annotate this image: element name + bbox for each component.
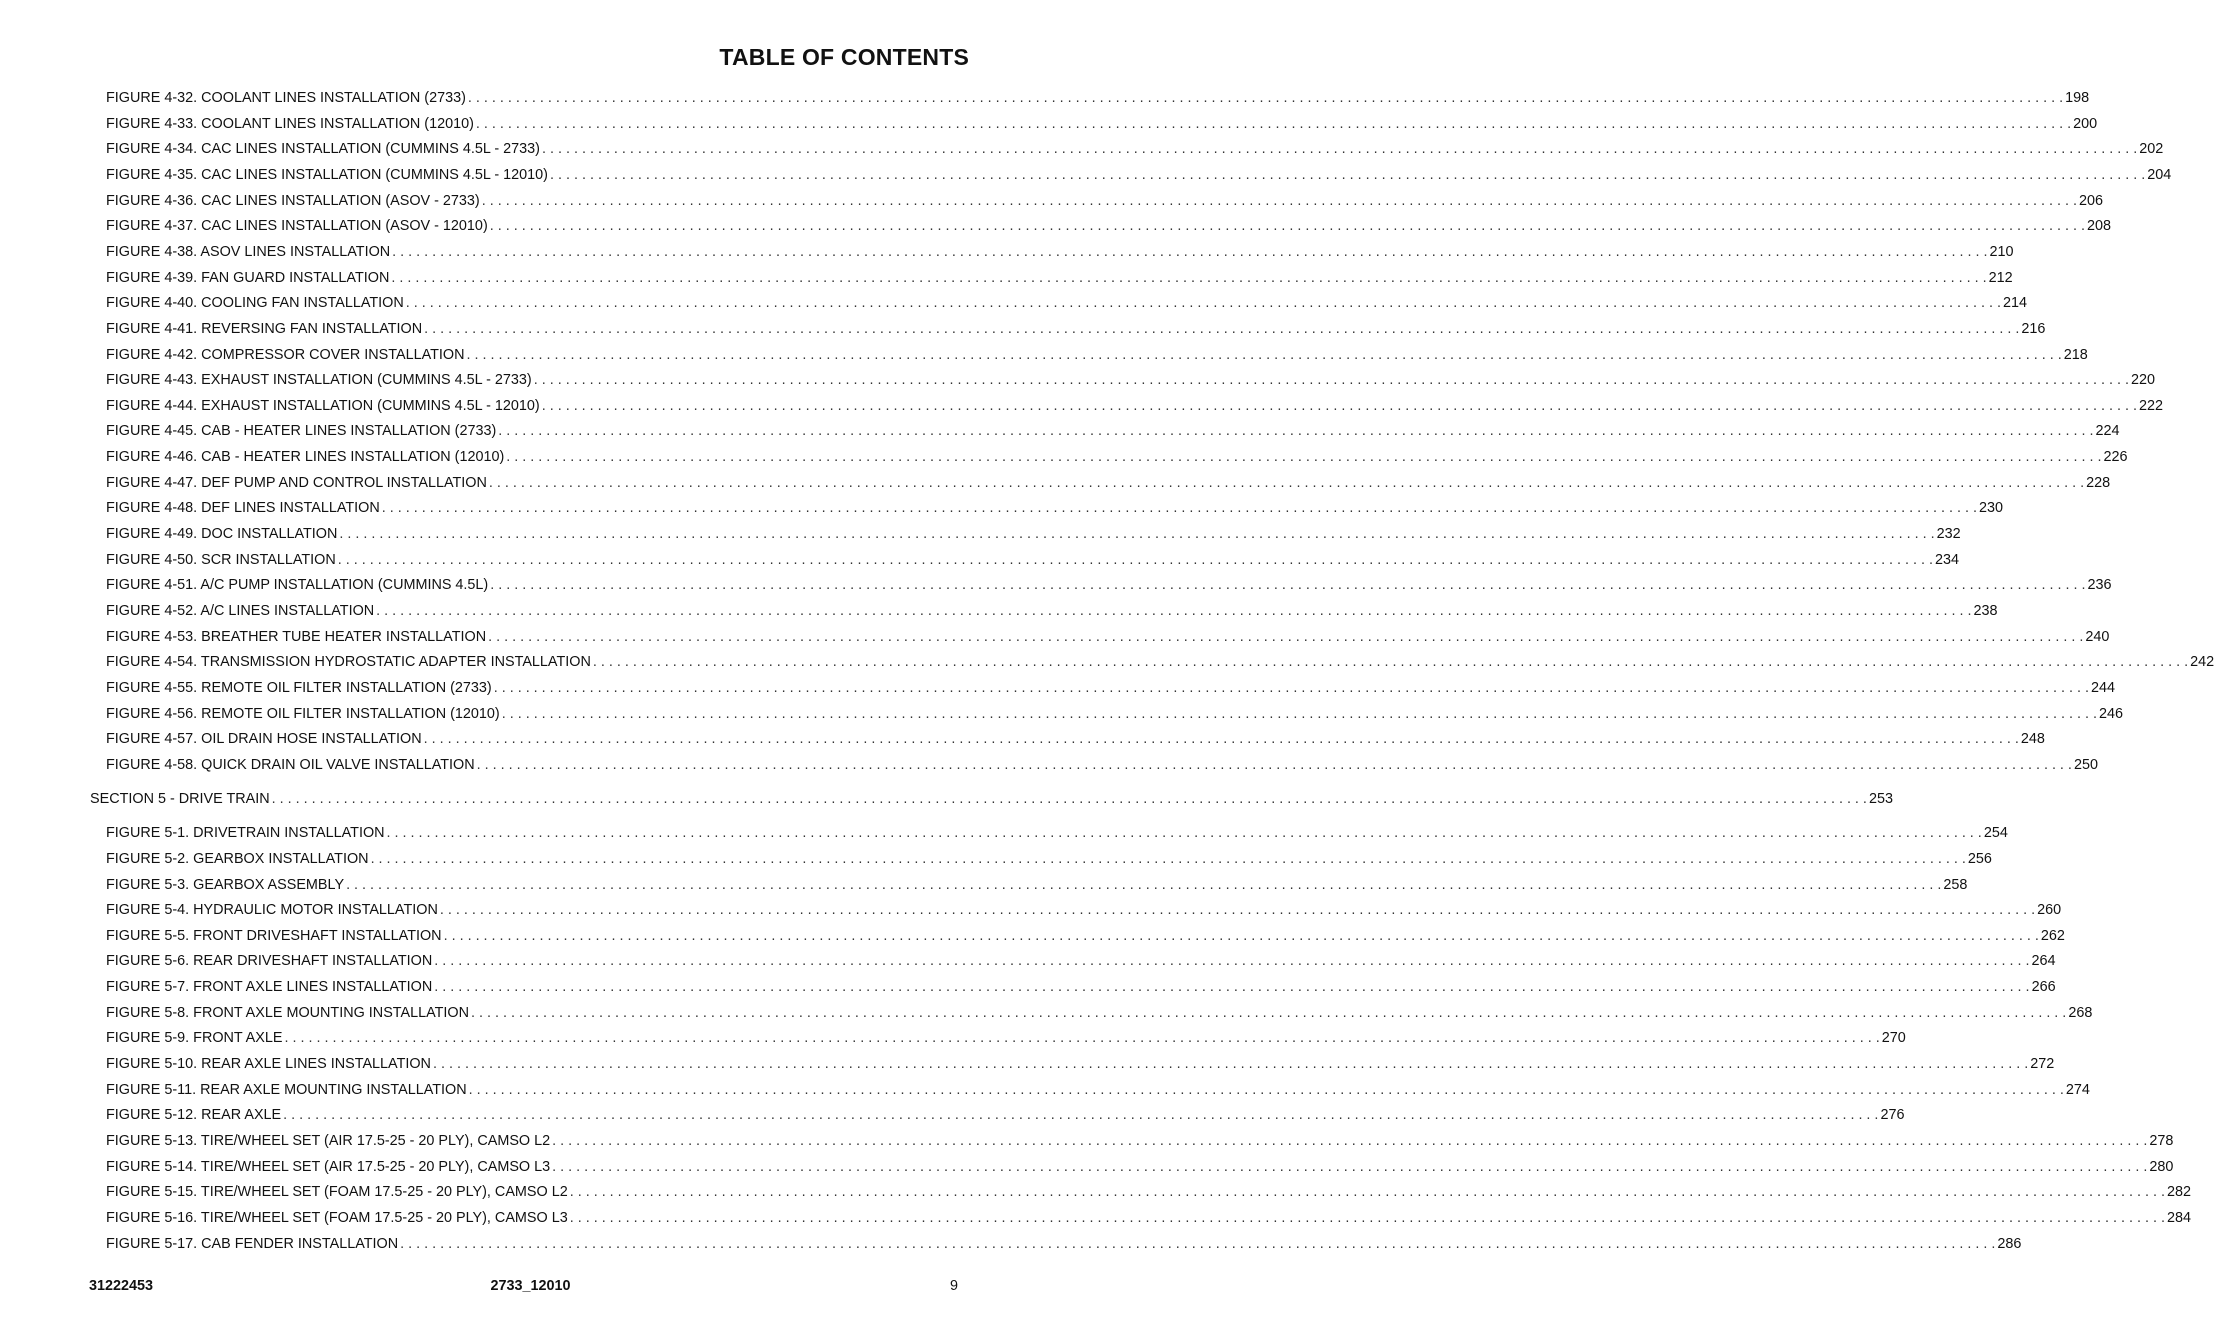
toc-dot-leader: . . . . . . . . . . . . . . . . . . . . . . . . . . . . . . . . . . . . . . . . . . . . . . . . . . . . . . . . . . . . . . . . . . . . . . . . . . . . . . . . . . . . . . . . . . . . . . . . . . . . . . . . . . . . . . . . . . . . . . . . . . . . . . . . . . . . . . . . . . . . . . . . . . . . . . . . . . . . . . . . . . . . . . . . . . . . . . . . . . . . . . . . . . . . . . . . . . . . . . . . — [569, 1184, 2165, 1201]
toc-figure-entry[interactable] — [106, 241, 2014, 263]
toc-entry-label: FIGURE 4-55. REMOTE OIL FILTER INSTALLATION (2733) — [106, 679, 492, 696]
toc-figure-entry[interactable] — [106, 420, 2120, 442]
toc-entry-page: 286 — [1997, 1235, 2022, 1252]
toc-entry-label: FIGURE 4-50. SCR INSTALLATION — [106, 551, 336, 568]
toc-dot-leader: . . . . . . . . . . . . . . . . . . . . . . . . . . . . . . . . . . . . . . . . . . . . . . . . . . . . . . . . . . . . . . . . . . . . . . . . . . . . . . . . . . . . . . . . . . . . . . . . . . . . . . . . . . . . . . . . . . . . . . . . . . . . . . . . . . . . . . . . . . . . . . . . . . . . . . . . . . . . . . . . . . . . . . . . . . . . . . . . . . . . . . . . . . . . . . . . . . . . . . . . — [541, 141, 2138, 158]
toc-figure-entry[interactable] — [106, 318, 2046, 340]
toc-entry-page: 234 — [1935, 551, 1960, 568]
toc-entry-label: FIGURE 4-40. COOLING FAN INSTALLATION — [106, 295, 404, 312]
toc-figure-entry[interactable] — [106, 754, 2098, 776]
toc-entry-page: 276 — [1880, 1107, 1905, 1124]
toc-entry-page: 246 — [2098, 705, 2123, 722]
toc-entry-label: FIGURE 4-58. QUICK DRAIN OIL VALVE INSTALLATION — [106, 756, 475, 773]
toc-figure-entry[interactable] — [106, 950, 2056, 972]
toc-entry-page: 274 — [2065, 1081, 2090, 1098]
toc-entry-page: 280 — [2149, 1158, 2174, 1175]
toc-dot-leader: . . . . . . . . . . . . . . . . . . . . . . . . . . . . . . . . . . . . . . . . . . . . . . . . . . . . . . . . . . . . . . . . . . . . . . . . . . . . . . . . . . . . . . . . . . . . . . . . . . . . . . . . . . . . . . . . . . . . . . . . . . . . . . . . . . . . . . . . . . . . . . . . . . . . . . . . . . . . . . . . . . . . . . . . . . . . . . . . . . . . . . . . . . . . . . . . . . . . . . . . — [391, 269, 1987, 286]
toc-dot-leader: . . . . . . . . . . . . . . . . . . . . . . . . . . . . . . . . . . . . . . . . . . . . . . . . . . . . . . . . . . . . . . . . . . . . . . . . . . . . . . . . . . . . . . . . . . . . . . . . . . . . . . . . . . . . . . . . . . . . . . . . . . . . . . . . . . . . . . . . . . . . . . . . . . . . . . . . . . . . . . . . . . . . . . . . . . . . . . . . . . . . . . . . . . . . . . . . . . . . . . . . — [337, 551, 1934, 568]
toc-entry-page: 262 — [2040, 927, 2065, 944]
toc-entry-label: FIGURE 4-36. CAC LINES INSTALLATION (ASOV - 2733) — [106, 192, 480, 209]
toc-figure-entry[interactable] — [106, 1002, 2093, 1024]
toc-figure-entry[interactable] — [106, 292, 2028, 314]
toc-figure-entry[interactable] — [106, 164, 2172, 186]
toc-dot-leader: . . . . . . . . . . . . . . . . . . . . . . . . . . . . . . . . . . . . . . . . . . . . . . . . . . . . . . . . . . . . . . . . . . . . . . . . . . . . . . . . . . . . . . . . . . . . . . . . . . . . . . . . . . . . . . . . . . . . . . . . . . . . . . . . . . . . . . . . . . . . . . . . . . . . . . . . . . . . . . . . . . . . . . . . . . . . . . . . . . . . . . . . . . . . . . . . . . . . . . . . — [283, 1107, 1879, 1124]
toc-figure-entry[interactable] — [106, 1156, 2174, 1178]
toc-entry-page: 264 — [2031, 953, 2056, 970]
toc-dot-leader: . . . . . . . . . . . . . . . . . . . . . . . . . . . . . . . . . . . . . . . . . . . . . . . . . . . . . . . . . . . . . . . . . . . . . . . . . . . . . . . . . . . . . . . . . . . . . . . . . . . . . . . . . . . . . . . . . . . . . . . . . . . . . . . . . . . . . . . . . . . . . . . . . . . . . . . . . . . . . . . . . . . . . . . . . . . . . . . . . . . . . . . . . . . . . . . . . . . . . . . . — [490, 577, 2086, 594]
toc-entry-page: 200 — [2073, 115, 2098, 132]
toc-entry-page: 266 — [2031, 979, 2056, 996]
footer-model: 2733_12010 — [490, 1278, 571, 1294]
toc-entry-page: 236 — [2087, 577, 2112, 594]
toc-entry-label: FIGURE 4-54. TRANSMISSION HYDROSTATIC ADAPTER INSTALLATION — [106, 654, 591, 671]
toc-entry-label: FIGURE 4-42. COMPRESSOR COVER INSTALLATION — [106, 346, 465, 363]
toc-dot-leader: . . . . . . . . . . . . . . . . . . . . . . . . . . . . . . . . . . . . . . . . . . . . . . . . . . . . . . . . . . . . . . . . . . . . . . . . . . . . . . . . . . . . . . . . . . . . . . . . . . . . . . . . . . . . . . . . . . . . . . . . . . . . . . . . . . . . . . . . . . . . . . . . . . . . . . . . . . . . . . . . . . . . . . . . . . . . . . . . . . . . . . . . . . . . . . . . . . . . . . . . — [569, 1209, 2165, 1226]
toc-dot-leader: . . . . . . . . . . . . . . . . . . . . . . . . . . . . . . . . . . . . . . . . . . . . . . . . . . . . . . . . . . . . . . . . . . . . . . . . . . . . . . . . . . . . . . . . . . . . . . . . . . . . . . . . . . . . . . . . . . . . . . . . . . . . . . . . . . . . . . . . . . . . . . . . . . . . . . . . . . . . . . . . . . . . . . . . . . . . . . . . . . . . . . . . . . . . . . . . . . . . . . . . — [392, 243, 1988, 260]
toc-dot-leader: . . . . . . . . . . . . . . . . . . . . . . . . . . . . . . . . . . . . . . . . . . . . . . . . . . . . . . . . . . . . . . . . . . . . . . . . . . . . . . . . . . . . . . . . . . . . . . . . . . . . . . . . . . . . . . . . . . . . . . . . . . . . . . . . . . . . . . . . . . . . . . . . . . . . . . . . . . . . . . . . . . . . . . . . . . . . . . . . . . . . . . . . . . . . . . . . . . . . . . . . — [552, 1158, 2148, 1175]
toc-dot-leader: . . . . . . . . . . . . . . . . . . . . . . . . . . . . . . . . . . . . . . . . . . . . . . . . . . . . . . . . . . . . . . . . . . . . . . . . . . . . . . . . . . . . . . . . . . . . . . . . . . . . . . . . . . . . . . . . . . . . . . . . . . . . . . . . . . . . . . . . . . . . . . . . . . . . . . . . . . . . . . . . . . . . . . . . . . . . . . . . . . . . . . . . . . . . . . . . . . . . . . . . — [471, 1004, 2067, 1021]
toc-figure-entry[interactable] — [106, 113, 2098, 135]
toc-entry-page: 254 — [1983, 825, 2008, 842]
toc-entry-page: 248 — [2020, 731, 2045, 748]
toc-figure-entry[interactable] — [106, 472, 2111, 494]
toc-dot-leader: . . . . . . . . . . . . . . . . . . . . . . . . . . . . . . . . . . . . . . . . . . . . . . . . . . . . . . . . . . . . . . . . . . . . . . . . . . . . . . . . . . . . . . . . . . . . . . . . . . . . . . . . . . . . . . . . . . . . . . . . . . . . . . . . . . . . . . . . . . . . . . . . . . . . . . . . . . . . . . . . . . . . . . . . . . . . . . . . . . . . . . . . . . . . . . . . . . . . . . . . — [432, 1056, 2029, 1073]
toc-figure-entry[interactable] — [106, 1053, 2055, 1075]
toc-entry-page: 244 — [2090, 679, 2115, 696]
toc-dot-leader: . . . . . . . . . . . . . . . . . . . . . . . . . . . . . . . . . . . . . . . . . . . . . . . . . . . . . . . . . . . . . . . . . . . . . . . . . . . . . . . . . . . . . . . . . . . . . . . . . . . . . . . . . . . . . . . . . . . . . . . . . . . . . . . . . . . . . . . . . . . . . . . . . . . . . . . . . . . . . . . . . . . . . . . . . . . . . . . . . . . . . . . . . . . . . . . . . . . . . . . . — [466, 346, 2062, 363]
toc-dot-leader: . . . . . . . . . . . . . . . . . . . . . . . . . . . . . . . . . . . . . . . . . . . . . . . . . . . . . . . . . . . . . . . . . . . . . . . . . . . . . . . . . . . . . . . . . . . . . . . . . . . . . . . . . . . . . . . . . . . . . . . . . . . . . . . . . . . . . . . . . . . . . . . . . . . . . . . . . . . . . . . . . . . . . . . . . . . . . . . . . . . . . . . . . . . . . . . . . . . . . . . . — [506, 449, 2102, 466]
toc-entry-page: 232 — [1936, 526, 1961, 543]
toc-entry-page: 212 — [1988, 269, 2013, 286]
toc-figure-entry[interactable] — [106, 822, 2008, 844]
toc-figure-entry[interactable] — [106, 523, 1961, 545]
toc-entry-page: 216 — [2021, 320, 2046, 337]
toc-figure-entry[interactable] — [106, 138, 2164, 160]
toc-entry-page: 204 — [2147, 166, 2172, 183]
toc-dot-leader: . . . . . . . . . . . . . . . . . . . . . . . . . . . . . . . . . . . . . . . . . . . . . . . . . . . . . . . . . . . . . . . . . . . . . . . . . . . . . . . . . . . . . . . . . . . . . . . . . . . . . . . . . . . . . . . . . . . . . . . . . . . . . . . . . . . . . . . . . . . . . . . . . . . . . . . . . . . . . . . . . . . . . . . . . . . . . . . . . . . . . . . . . . . . . . . . . . . . . . . . — [439, 902, 2036, 919]
toc-figure-entry[interactable] — [106, 728, 2045, 750]
toc-entry-label: FIGURE 5-13. TIRE/WHEEL SET (AIR 17.5-25 - 20 PLY), CAMSO L2 — [106, 1133, 551, 1149]
toc-entry-label: FIGURE 5-16. TIRE/WHEEL SET (FOAM 17.5-25 - 20 PLY), CAMSO L3 — [106, 1209, 568, 1226]
toc-dot-leader: . . . . . . . . . . . . . . . . . . . . . . . . . . . . . . . . . . . . . . . . . . . . . . . . . . . . . . . . . . . . . . . . . . . . . . . . . . . . . . . . . . . . . . . . . . . . . . . . . . . . . . . . . . . . . . . . . . . . . . . . . . . . . . . . . . . . . . . . . . . . . . . . . . . . . . . . . . . . . . . . . . . . . . . . . . . . . . . . . . . . . . . . . . . . . . . . . . . . . . . . — [549, 166, 2146, 183]
page-title: TABLE OF CONTENTS — [719, 44, 969, 70]
toc-entry-label: FIGURE 5-6. REAR DRIVESHAFT INSTALLATION — [106, 953, 433, 970]
toc-dot-leader: . . . . . . . . . . . . . . . . . . . . . . . . . . . . . . . . . . . . . . . . . . . . . . . . . . . . . . . . . . . . . . . . . . . . . . . . . . . . . . . . . . . . . . . . . . . . . . . . . . . . . . . . . . . . . . . . . . . . . . . . . . . . . . . . . . . . . . . . . . . . . . . . . . . . . . . . . . . . . . . . . . . . . . . . . . . . . . . . . . . . . . . . . . . . . . . . . . . . . . . . — [284, 1030, 1880, 1047]
toc-entry-page: 282 — [2166, 1184, 2191, 1201]
toc-entry-label: FIGURE 4-52. A/C LINES INSTALLATION — [106, 603, 375, 619]
toc-entry-page: 260 — [2037, 902, 2062, 919]
footer-page-number: 9 — [949, 1278, 958, 1294]
toc-dot-leader: . . . . . . . . . . . . . . . . . . . . . . . . . . . . . . . . . . . . . . . . . . . . . . . . . . . . . . . . . . . . . . . . . . . . . . . . . . . . . . . . . . . . . . . . . . . . . . . . . . . . . . . . . . . . . . . . . . . . . . . . . . . . . . . . . . . . . . . . . . . . . . . . . . . . . . . . . . . . . . . . . . . . . . . . . . . . . . . . . . . . . . . . . . . . . . . . . . . . . . . . — [346, 876, 1942, 893]
toc-entry-page: 206 — [2079, 192, 2104, 209]
toc-entry-label: FIGURE 4-33. COOLANT LINES INSTALLATION (12010) — [106, 115, 474, 132]
toc-entry-page: 224 — [2095, 423, 2120, 440]
toc-dot-leader: . . . . . . . . . . . . . . . . . . . . . . . . . . . . . . . . . . . . . . . . . . . . . . . . . . . . . . . . . . . . . . . . . . . . . . . . . . . . . . . . . . . . . . . . . . . . . . . . . . . . . . . . . . . . . . . . . . . . . . . . . . . . . . . . . . . . . . . . . . . . . . . . . . . . . . . . . . . . . . . . . . . . . . . . . . . . . . . . . . . . . . . . . . . . . . . . . . . . . . . . — [468, 1081, 2064, 1098]
toc-entry-label: FIGURE 4-43. EXHAUST INSTALLATION (CUMMINS 4.5L - 2733) — [106, 372, 532, 389]
toc-entry-page: 202 — [2139, 141, 2164, 158]
toc-dot-leader: . . . . . . . . . . . . . . . . . . . . . . . . . . . . . . . . . . . . . . . . . . . . . . . . . . . . . . . . . . . . . . . . . . . . . . . . . . . . . . . . . . . . . . . . . . . . . . . . . . . . . . . . . . . . . . . . . . . . . . . . . . . . . . . . . . . . . . . . . . . . . . . . . . . . . . . . . . . . . . . . . . . . . . . . . . . . . . . . . . . . . . . . . . . . . . . . . . . . . . . . — [498, 423, 2094, 440]
toc-entry-label: FIGURE 5-12. REAR AXLE — [106, 1107, 282, 1124]
toc-dot-leader: . . . . . . . . . . . . . . . . . . . . . . . . . . . . . . . . . . . . . . . . . . . . . . . . . . . . . . . . . . . . . . . . . . . . . . . . . . . . . . . . . . . . . . . . . . . . . . . . . . . . . . . . . . . . . . . . . . . . . . . . . . . . . . . . . . . . . . . . . . . . . . . . . . . . . . . . . . . . . . . . . . . . . . . . . . . . . . . . . . . . . . . . . . . . . . . . . . . . . . . . — [424, 320, 2020, 337]
toc-dot-leader: . . . . . . . . . . . . . . . . . . . . . . . . . . . . . . . . . . . . . . . . . . . . . . . . . . . . . . . . . . . . . . . . . . . . . . . . . . . . . . . . . . . . . . . . . . . . . . . . . . . . . . . . . . . . . . . . . . . . . . . . . . . . . . . . . . . . . . . . . . . . . . . . . . . . . . . . . . . . . . . . . . . . . . . . . . . . . . . . . . . . . . . . . . . . . . . . . . . . . . . . — [339, 526, 1935, 543]
toc-figure-entry[interactable] — [106, 1207, 2191, 1229]
toc-figure-entry[interactable] — [106, 1079, 2090, 1101]
toc-entry-page: 278 — [2149, 1133, 2174, 1149]
toc-figure-entry[interactable] — [106, 1027, 1906, 1049]
toc-entry-label: FIGURE 5-5. FRONT DRIVESHAFT INSTALLATION — [106, 927, 442, 944]
toc-entry-label: FIGURE 4-57. OIL DRAIN HOSE INSTALLATION — [106, 731, 422, 748]
toc-dot-leader: . . . . . . . . . . . . . . . . . . . . . . . . . . . . . . . . . . . . . . . . . . . . . . . . . . . . . . . . . . . . . . . . . . . . . . . . . . . . . . . . . . . . . . . . . . . . . . . . . . . . . . . . . . . . . . . . . . . . . . . . . . . . . . . . . . . . . . . . . . . . . . . . . . . . . . . . . . . . . . . . . . . . . . . . . . . . . . . . . . . . . . . . . . . . . . . . . . . . . . . . — [541, 397, 2137, 414]
toc-entry-page: 268 — [2068, 1004, 2093, 1021]
toc-figure-entry[interactable] — [106, 626, 2110, 648]
toc-dot-leader: . . . . . . . . . . . . . . . . . . . . . . . . . . . . . . . . . . . . . . . . . . . . . . . . . . . . . . . . . . . . . . . . . . . . . . . . . . . . . . . . . . . . . . . . . . . . . . . . . . . . . . . . . . . . . . . . . . . . . . . . . . . . . . . . . . . . . . . . . . . . . . . . . . . . . . . . . . . . . . . . . . . . . . . . . . . . . . . . . . . . . . . . . . . . . . . . . . . . . . . . — [489, 218, 2086, 235]
toc-entry-label: FIGURE 5-1. DRIVETRAIN INSTALLATION — [106, 825, 385, 842]
toc-entry-page: 270 — [1881, 1030, 1906, 1047]
toc-figure-entry[interactable] — [106, 925, 2065, 947]
toc-entry-label: FIGURE 4-53. BREATHER TUBE HEATER INSTALLATION — [106, 628, 487, 645]
toc-figure-entry[interactable] — [106, 848, 1992, 870]
toc-entry-page: 198 — [2065, 90, 2090, 106]
toc-entry-page: 240 — [2085, 628, 2110, 645]
toc-dot-leader: . . . . . . . . . . . . . . . . . . . . . . . . . . . . . . . . . . . . . . . . . . . . . . . . . . . . . . . . . . . . . . . . . . . . . . . . . . . . . . . . . . . . . . . . . . . . . . . . . . . . . . . . . . . . . . . . . . . . . . . . . . . . . . . . . . . . . . . . . . . . . . . . . . . . . . . . . . . . . . . . . . . . . . . . . . . . . . . . . . . . . . . . . . . . . . . . . . . . . . . . — [475, 115, 2072, 132]
toc-entry-label: FIGURE 4-47. DEF PUMP AND CONTROL INSTALLATION — [106, 474, 487, 491]
toc-figure-entry[interactable] — [106, 677, 2115, 699]
toc-dot-leader: . . . . . . . . . . . . . . . . . . . . . . . . . . . . . . . . . . . . . . . . . . . . . . . . . . . . . . . . . . . . . . . . . . . . . . . . . . . . . . . . . . . . . . . . . . . . . . . . . . . . . . . . . . . . . . . . . . . . . . . . . . . . . . . . . . . . . . . . . . . . . . . . . . . . . . . . . . . . . . . . . . . . . . . . . . . . . . . . . . . . . . . . . . . . . . . . . . . . . . . . — [271, 791, 1867, 808]
toc-dot-leader: . . . . . . . . . . . . . . . . . . . . . . . . . . . . . . . . . . . . . . . . . . . . . . . . . . . . . . . . . . . . . . . . . . . . . . . . . . . . . . . . . . . . . . . . . . . . . . . . . . . . . . . . . . . . . . . . . . . . . . . . . . . . . . . . . . . . . . . . . . . . . . . . . . . . . . . . . . . . . . . . . . . . . . . . . . . . . . . . . . . . . . . . . . . . . . . . . . . . . . . . — [592, 654, 2189, 671]
toc-dot-leader: . . . . . . . . . . . . . . . . . . . . . . . . . . . . . . . . . . . . . . . . . . . . . . . . . . . . . . . . . . . . . . . . . . . . . . . . . . . . . . . . . . . . . . . . . . . . . . . . . . . . . . . . . . . . . . . . . . . . . . . . . . . . . . . . . . . . . . . . . . . . . . . . . . . . . . . . . . . . . . . . . . . . . . . . . . . . . . . . . . . . . . . . . . . . . . . . . . . . . . . . — [533, 372, 2129, 389]
toc-figure-entry[interactable] — [106, 1181, 2191, 1203]
toc-entry-label: FIGURE 4-37. CAC LINES INSTALLATION (ASOV - 12010) — [106, 218, 488, 235]
toc-entry-label: FIGURE 5-15. TIRE/WHEEL SET (FOAM 17.5-25 - 20 PLY), CAMSO L2 — [106, 1184, 568, 1201]
toc-entry-page: 238 — [1973, 603, 1998, 619]
toc-dot-leader: . . . . . . . . . . . . . . . . . . . . . . . . . . . . . . . . . . . . . . . . . . . . . . . . . . . . . . . . . . . . . . . . . . . . . . . . . . . . . . . . . . . . . . . . . . . . . . . . . . . . . . . . . . . . . . . . . . . . . . . . . . . . . . . . . . . . . . . . . . . . . . . . . . . . . . . . . . . . . . . . . . . . . . . . . . . . . . . . . . . . . . . . . . . . . . . . . . . . . . . . — [443, 927, 2039, 944]
toc-dot-leader: . . . . . . . . . . . . . . . . . . . . . . . . . . . . . . . . . . . . . . . . . . . . . . . . . . . . . . . . . . . . . . . . . . . . . . . . . . . . . . . . . . . . . . . . . . . . . . . . . . . . . . . . . . . . . . . . . . . . . . . . . . . . . . . . . . . . . . . . . . . . . . . . . . . . . . . . . . . . . . . . . . . . . . . . . . . . . . . . . . . . . . . . . . . . . . . . . . . . . . . . — [552, 1133, 2148, 1149]
toc-entry-label: FIGURE 4-51. A/C PUMP INSTALLATION (CUMMINS 4.5L) — [106, 577, 489, 594]
toc-entry-label: FIGURE 4-34. CAC LINES INSTALLATION (CUMMINS 4.5L - 2733) — [106, 141, 540, 158]
toc-entry-label: FIGURE 5-11. REAR AXLE MOUNTING INSTALLATION — [106, 1081, 467, 1098]
toc-figure-entry[interactable] — [106, 497, 2004, 519]
toc-figure-entry[interactable] — [106, 215, 2112, 237]
toc-entry-label: FIGURE 4-56. REMOTE OIL FILTER INSTALLATION (12010) — [106, 705, 500, 722]
toc-entry-label: SECTION 5 - DRIVE TRAIN — [90, 791, 270, 808]
toc-dot-leader: . . . . . . . . . . . . . . . . . . . . . . . . . . . . . . . . . . . . . . . . . . . . . . . . . . . . . . . . . . . . . . . . . . . . . . . . . . . . . . . . . . . . . . . . . . . . . . . . . . . . . . . . . . . . . . . . . . . . . . . . . . . . . . . . . . . . . . . . . . . . . . . . . . . . . . . . . . . . . . . . . . . . . . . . . . . . . . . . . . . . . . . . . . . . . . . . . . . . . . . . — [488, 474, 2085, 491]
toc-entry-label: FIGURE 4-32. COOLANT LINES INSTALLATION (2733) — [106, 90, 466, 106]
toc-dot-leader: . . . . . . . . . . . . . . . . . . . . . . . . . . . . . . . . . . . . . . . . . . . . . . . . . . . . . . . . . . . . . . . . . . . . . . . . . . . . . . . . . . . . . . . . . . . . . . . . . . . . . . . . . . . . . . . . . . . . . . . . . . . . . . . . . . . . . . . . . . . . . . . . . . . . . . . . . . . . . . . . . . . . . . . . . . . . . . . . . . . . . . . . . . . . . . . . . . . . . . . . — [386, 825, 1982, 842]
toc-figure-entry[interactable] — [106, 874, 1968, 896]
toc-figure-entry[interactable] — [106, 395, 2163, 417]
toc-dot-leader: . . . . . . . . . . . . . . . . . . . . . . . . . . . . . . . . . . . . . . . . . . . . . . . . . . . . . . . . . . . . . . . . . . . . . . . . . . . . . . . . . . . . . . . . . . . . . . . . . . . . . . . . . . . . . . . . . . . . . . . . . . . . . . . . . . . . . . . . . . . . . . . . . . . . . . . . . . . . . . . . . . . . . . . . . . . . . . . . . . . . . . . . . . . . . . . . . . . . . . . . — [370, 850, 1966, 867]
toc-dot-leader: . . . . . . . . . . . . . . . . . . . . . . . . . . . . . . . . . . . . . . . . . . . . . . . . . . . . . . . . . . . . . . . . . . . . . . . . . . . . . . . . . . . . . . . . . . . . . . . . . . . . . . . . . . . . . . . . . . . . . . . . . . . . . . . . . . . . . . . . . . . . . . . . . . . . . . . . . . . . . . . . . . . . . . . . . . . . . . . . . . . . . . . . . . . . . . . . . . . . . . . . — [481, 192, 2078, 209]
footer-part-number: 31222453 — [89, 1278, 154, 1294]
toc-figure-entry[interactable] — [106, 87, 2090, 109]
toc-dot-leader: . . . . . . . . . . . . . . . . . . . . . . . . . . . . . . . . . . . . . . . . . . . . . . . . . . . . . . . . . . . . . . . . . . . . . . . . . . . . . . . . . . . . . . . . . . . . . . . . . . . . . . . . . . . . . . . . . . . . . . . . . . . . . . . . . . . . . . . . . . . . . . . . . . . . . . . . . . . . . . . . . . . . . . . . . . . . . . . . . . . . . . . . . . . . . . . . . . . . . . . . — [493, 679, 2089, 696]
toc-entry-page: 272 — [2030, 1056, 2055, 1073]
toc-entry-label: FIGURE 4-38. ASOV LINES INSTALLATION — [106, 243, 391, 260]
toc-entry-label: FIGURE 4-44. EXHAUST INSTALLATION (CUMMINS 4.5L - 12010) — [106, 397, 540, 414]
toc-entry-page: 228 — [2086, 474, 2111, 491]
toc-figure-entry[interactable] — [106, 651, 2214, 673]
toc-figure-entry[interactable] — [106, 446, 2128, 468]
toc-figure-entry[interactable] — [106, 549, 1960, 571]
toc-dot-leader: . . . . . . . . . . . . . . . . . . . . . . . . . . . . . . . . . . . . . . . . . . . . . . . . . . . . . . . . . . . . . . . . . . . . . . . . . . . . . . . . . . . . . . . . . . . . . . . . . . . . . . . . . . . . . . . . . . . . . . . . . . . . . . . . . . . . . . . . . . . . . . . . . . . . . . . . . . . . . . . . . . . . . . . . . . . . . . . . . . . . . . . . . . . . . . . . . . . . . . . . — [476, 756, 2072, 773]
toc-figure-entry[interactable] — [106, 600, 1998, 622]
toc-entry-page: 242 — [2190, 654, 2214, 671]
toc-dot-leader: . . . . . . . . . . . . . . . . . . . . . . . . . . . . . . . . . . . . . . . . . . . . . . . . . . . . . . . . . . . . . . . . . . . . . . . . . . . . . . . . . . . . . . . . . . . . . . . . . . . . . . . . . . . . . . . . . . . . . . . . . . . . . . . . . . . . . . . . . . . . . . . . . . . . . . . . . . . . . . . . . . . . . . . . . . . . . . . . . . . . . . . . . . . . . . . . . . . . . . . . — [381, 500, 1978, 517]
toc-dot-leader: . . . . . . . . . . . . . . . . . . . . . . . . . . . . . . . . . . . . . . . . . . . . . . . . . . . . . . . . . . . . . . . . . . . . . . . . . . . . . . . . . . . . . . . . . . . . . . . . . . . . . . . . . . . . . . . . . . . . . . . . . . . . . . . . . . . . . . . . . . . . . . . . . . . . . . . . . . . . . . . . . . . . . . . . . . . . . . . . . . . . . . . . . . . . . . . . . . . . . . . . — [434, 953, 2030, 970]
toc-figure-entry[interactable] — [106, 899, 2062, 921]
toc-entry-label: FIGURE 5-10. REAR AXLE LINES INSTALLATION — [106, 1056, 431, 1073]
toc-entry-label: FIGURE 4-39. FAN GUARD INSTALLATION — [106, 269, 390, 286]
toc-entry-page: 250 — [2073, 756, 2098, 773]
toc-entry-label: FIGURE 4-48. DEF LINES INSTALLATION — [106, 500, 380, 517]
toc-figure-entry[interactable] — [106, 1233, 2022, 1255]
toc-figure-entry[interactable] — [106, 190, 2104, 212]
toc-figure-entry[interactable] — [106, 1104, 1905, 1126]
toc-entry-page: 226 — [2103, 449, 2128, 466]
toc-entry-page: 218 — [2063, 346, 2088, 363]
toc-entry-page: 220 — [2130, 372, 2155, 389]
toc-entry-label: FIGURE 5-8. FRONT AXLE MOUNTING INSTALLATION — [106, 1004, 470, 1021]
toc-figure-entry[interactable] — [106, 369, 2155, 391]
toc-entry-page: 230 — [1979, 500, 2004, 517]
toc-entry-label: FIGURE 5-4. HYDRAULIC MOTOR INSTALLATION — [106, 902, 438, 919]
toc-entry-page: 210 — [1989, 243, 2014, 260]
toc-figure-entry[interactable] — [106, 267, 2013, 289]
toc-section-entry[interactable] — [90, 788, 1893, 810]
toc-entry-label: FIGURE 4-41. REVERSING FAN INSTALLATION — [106, 320, 423, 337]
toc-dot-leader: . . . . . . . . . . . . . . . . . . . . . . . . . . . . . . . . . . . . . . . . . . . . . . . . . . . . . . . . . . . . . . . . . . . . . . . . . . . . . . . . . . . . . . . . . . . . . . . . . . . . . . . . . . . . . . . . . . . . . . . . . . . . . . . . . . . . . . . . . . . . . . . . . . . . . . . . . . . . . . . . . . . . . . . . . . . . . . . . . . . . . . . . . . . . . . . . . . . . . . . . — [488, 628, 2084, 645]
toc-figure-entry[interactable] — [106, 976, 2056, 998]
toc-entry-label: FIGURE 5-14. TIRE/WHEEL SET (AIR 17.5-25 - 20 PLY), CAMSO L3 — [106, 1158, 551, 1175]
toc-dot-leader: . . . . . . . . . . . . . . . . . . . . . . . . . . . . . . . . . . . . . . . . . . . . . . . . . . . . . . . . . . . . . . . . . . . . . . . . . . . . . . . . . . . . . . . . . . . . . . . . . . . . . . . . . . . . . . . . . . . . . . . . . . . . . . . . . . . . . . . . . . . . . . . . . . . . . . . . . . . . . . . . . . . . . . . . . . . . . . . . . . . . . . . . . . . . . . . . . . . . . . . . — [501, 705, 2097, 722]
toc-entry-label: FIGURE 5-7. FRONT AXLE LINES INSTALLATION — [106, 979, 433, 996]
toc-entry-label: FIGURE 4-45. CAB - HEATER LINES INSTALLATION (2733) — [106, 423, 497, 440]
toc-entry-page: 222 — [2138, 397, 2163, 414]
toc-entry-page: 208 — [2087, 218, 2112, 235]
toc-figure-entry[interactable] — [106, 703, 2123, 725]
toc-dot-leader: . . . . . . . . . . . . . . . . . . . . . . . . . . . . . . . . . . . . . . . . . . . . . . . . . . . . . . . . . . . . . . . . . . . . . . . . . . . . . . . . . . . . . . . . . . . . . . . . . . . . . . . . . . . . . . . . . . . . . . . . . . . . . . . . . . . . . . . . . . . . . . . . . . . . . . . . . . . . . . . . . . . . . . . . . . . . . . . . . . . . . . . . . . . . . . . . . . . . . . . . — [423, 731, 2019, 748]
toc-entry-page: 214 — [2003, 295, 2028, 312]
toc-figure-entry[interactable] — [106, 1130, 2174, 1152]
toc-entry-page: 256 — [1967, 850, 1992, 867]
toc-dot-leader: . . . . . . . . . . . . . . . . . . . . . . . . . . . . . . . . . . . . . . . . . . . . . . . . . . . . . . . . . . . . . . . . . . . . . . . . . . . . . . . . . . . . . . . . . . . . . . . . . . . . . . . . . . . . . . . . . . . . . . . . . . . . . . . . . . . . . . . . . . . . . . . . . . . . . . . . . . . . . . . . . . . . . . . . . . . . . . . . . . . . . . . . . . . . . . . . . . . . . . . . — [434, 979, 2030, 996]
toc-entry-page: 284 — [2166, 1209, 2191, 1226]
toc-dot-leader: . . . . . . . . . . . . . . . . . . . . . . . . . . . . . . . . . . . . . . . . . . . . . . . . . . . . . . . . . . . . . . . . . . . . . . . . . . . . . . . . . . . . . . . . . . . . . . . . . . . . . . . . . . . . . . . . . . . . . . . . . . . . . . . . . . . . . . . . . . . . . . . . . . . . . . . . . . . . . . . . . . . . . . . . . . . . . . . . . . . . . . . . . . . . . . . . . . . . . . . . — [467, 90, 2064, 106]
toc-figure-entry[interactable] — [106, 344, 2088, 366]
toc-entry-label: FIGURE 4-35. CAC LINES INSTALLATION (CUMMINS 4.5L - 12010) — [106, 166, 548, 183]
toc-entry-label: FIGURE 5-9. FRONT AXLE — [106, 1030, 283, 1047]
toc-entry-label: FIGURE 5-2. GEARBOX INSTALLATION — [106, 850, 369, 867]
toc-dot-leader: . . . . . . . . . . . . . . . . . . . . . . . . . . . . . . . . . . . . . . . . . . . . . . . . . . . . . . . . . . . . . . . . . . . . . . . . . . . . . . . . . . . . . . . . . . . . . . . . . . . . . . . . . . . . . . . . . . . . . . . . . . . . . . . . . . . . . . . . . . . . . . . . . . . . . . . . . . . . . . . . . . . . . . . . . . . . . . . . . . . . . . . . . . . . . . . . . . . . . . . . — [405, 295, 2002, 312]
toc-dot-leader: . . . . . . . . . . . . . . . . . . . . . . . . . . . . . . . . . . . . . . . . . . . . . . . . . . . . . . . . . . . . . . . . . . . . . . . . . . . . . . . . . . . . . . . . . . . . . . . . . . . . . . . . . . . . . . . . . . . . . . . . . . . . . . . . . . . . . . . . . . . . . . . . . . . . . . . . . . . . . . . . . . . . . . . . . . . . . . . . . . . . . . . . . . . . . . . . . . . . . . . . — [376, 603, 1972, 619]
toc-dot-leader: . . . . . . . . . . . . . . . . . . . . . . . . . . . . . . . . . . . . . . . . . . . . . . . . . . . . . . . . . . . . . . . . . . . . . . . . . . . . . . . . . . . . . . . . . . . . . . . . . . . . . . . . . . . . . . . . . . . . . . . . . . . . . . . . . . . . . . . . . . . . . . . . . . . . . . . . . . . . . . . . . . . . . . . . . . . . . . . . . . . . . . . . . . . . . . . . . . . . . . . . — [400, 1235, 1996, 1252]
toc-entry-label: FIGURE 4-49. DOC INSTALLATION — [106, 526, 338, 543]
toc-entry-page: 258 — [1943, 876, 1968, 893]
toc-entry-page: 253 — [1868, 791, 1893, 808]
toc-entry-label: FIGURE 5-17. CAB FENDER INSTALLATION — [106, 1235, 399, 1252]
toc-entry-label: FIGURE 5-3. GEARBOX ASSEMBLY — [106, 876, 345, 893]
toc-entry-label: FIGURE 4-46. CAB - HEATER LINES INSTALLATION (12010) — [106, 449, 505, 466]
toc-figure-entry[interactable] — [106, 574, 2112, 596]
